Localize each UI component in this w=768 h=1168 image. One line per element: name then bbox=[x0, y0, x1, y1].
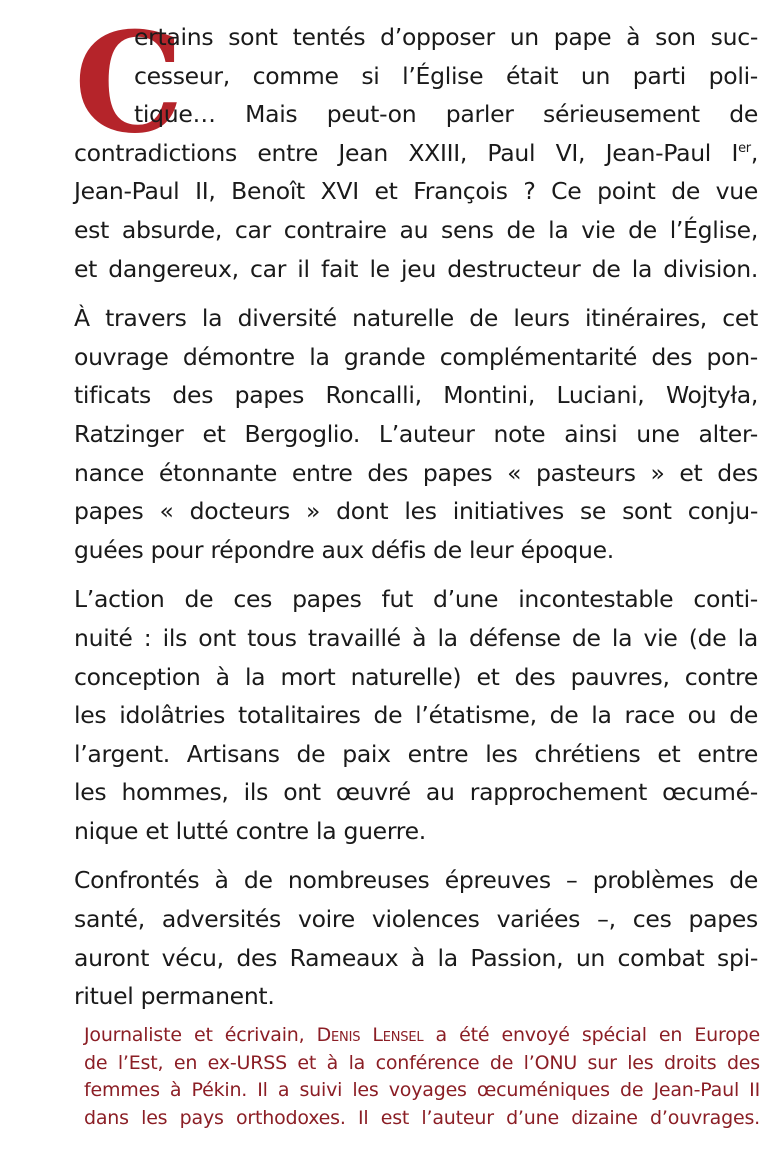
bio-line: dans les pays orthodoxes. Il est l’auteur d’une dizaine d’ouvrages. bbox=[84, 1106, 760, 1129]
paragraph-4 bbox=[74, 861, 758, 1015]
text-line: guées pour répondre aux défis de leur époque. bbox=[74, 535, 614, 564]
text-line: À travers la diversité naturelle de leurs itinéraires, cet bbox=[74, 304, 758, 333]
bio-line: de l’Est, en ex-URSS et à la conférence de l’ONU sur les droits des bbox=[84, 1051, 760, 1074]
text-line: cesseur, comme si l’Église était un parti poli- bbox=[134, 61, 758, 90]
text-line: L’action de ces papes fut d’une incontestable conti- bbox=[74, 585, 758, 614]
text-line: rituel permanent. bbox=[74, 982, 275, 1011]
text-line: Ratzinger et Bergoglio. L’auteur note ainsi une alter- bbox=[74, 419, 758, 448]
drop-cap-letter: C bbox=[74, 1, 184, 164]
text-line: auront vécu, des Rameaux à la Passion, un combat spi- bbox=[74, 943, 758, 972]
text-line: nique et lutté contre la guerre. bbox=[74, 816, 426, 845]
text-line: ouvrage démontre la grande complémentarité des pon- bbox=[74, 342, 758, 371]
text-line: papes « docteurs » dont les initiatives se sont conju- bbox=[74, 497, 758, 526]
text-line: conception à la mort naturelle) et des pauvres, contre bbox=[74, 662, 758, 691]
text-line: Jean-Paul II, Benoît XVI et François ? Ce point de vue bbox=[74, 177, 758, 206]
text-line: les hommes, ils ont œuvré au rapprochement œcumé- bbox=[74, 778, 758, 807]
text-line: les idolâtries totalitaires de l’étatisme, de la race ou de bbox=[74, 701, 758, 730]
bio-line: Journaliste et écrivain, Denis Lensel a été envoyé spécial en Europe bbox=[84, 1024, 760, 1046]
text-line: l’argent. Artisans de paix entre les chrétiens et entre bbox=[74, 739, 758, 768]
text-line: nuité : ils ont tous travaillé à la défense de la vie (de la bbox=[74, 623, 758, 652]
author-bio bbox=[84, 1022, 760, 1132]
text-line: contradictions entre Jean XXIII, Paul VI, Jean-Paul Ier, bbox=[74, 138, 758, 167]
text-line: ertains sont tentés d’opposer un pape à son suc- bbox=[134, 23, 758, 51]
blurb-text bbox=[74, 1, 758, 1027]
text-line: Confrontés à de nombreuses épreuves – problèmes de bbox=[74, 866, 758, 895]
author-name: Denis Lensel bbox=[316, 1024, 424, 1046]
paragraph-3 bbox=[74, 580, 758, 850]
text-line: tique… Mais peut-on parler sérieusement de bbox=[134, 100, 758, 129]
bio-line: femmes à Pékin. Il a suivi les voyages œcuméniques de Jean-Paul II bbox=[84, 1079, 760, 1101]
text-line: tificats des papes Roncalli, Montini, Luciani, Wojtyła, bbox=[74, 381, 758, 410]
text-line: santé, adversités voire violences variées –, ces papes bbox=[74, 905, 758, 934]
text-line: est absurde, car contraire au sens de la vie de l’Église, bbox=[74, 215, 758, 244]
paragraph-1 bbox=[74, 1, 758, 288]
text-line: nance étonnante entre des papes « pasteurs » et des bbox=[74, 458, 758, 487]
paragraph-2 bbox=[74, 299, 758, 569]
text-line: et dangereux, car il fait le jeu destructeur de la division. bbox=[74, 254, 758, 283]
